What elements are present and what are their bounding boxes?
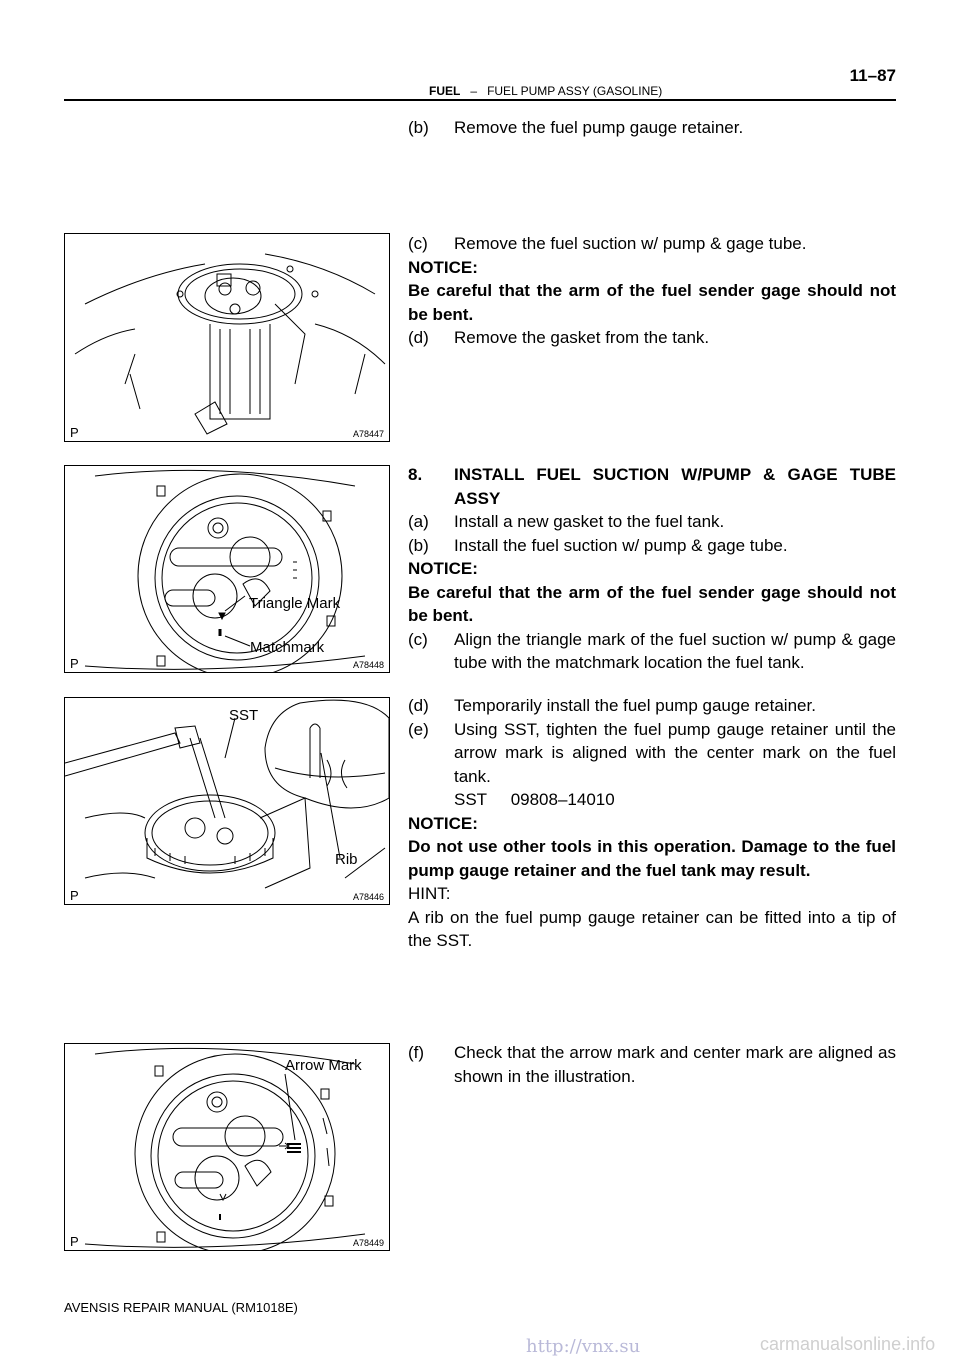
notice-label: NOTICE:	[408, 257, 478, 277]
step-b-remove-retainer	[408, 116, 896, 140]
step-number: (c)	[408, 234, 428, 253]
hint-text: A rib on the fuel pump gauge retainer can be fitted into a tip of the SST.	[408, 907, 896, 950]
step-text: Install a new gasket to the fuel tank.	[454, 512, 725, 531]
step-number: (b)	[408, 535, 429, 555]
figure-code: A78448	[352, 660, 384, 670]
step-number: (e)	[408, 719, 429, 739]
label-rib: Rib	[335, 851, 358, 868]
figure-code: A78446	[352, 892, 384, 902]
fuel-pump-illustration	[65, 234, 389, 441]
section-title: INSTALL FUEL SUCTION W/PUMP & GAGE TUBE ASSY	[454, 465, 896, 508]
step-number: (b)	[408, 118, 429, 137]
figure-triangle-matchmark	[64, 465, 390, 673]
step-text: Install the fuel suction w/ pump & gage tube.	[454, 535, 788, 555]
figure-code: A78447	[352, 429, 384, 439]
step-text: Align the triangle mark of the fuel suction w/ pump & gage tube with the matchmark location the fuel tank.	[454, 629, 896, 672]
header-rule	[64, 99, 896, 101]
step-text: Check that the arrow mark and center mark are aligned as shown in the illustration.	[454, 1043, 896, 1086]
notice-label: NOTICE:	[408, 559, 478, 578]
notice-label: NOTICE:	[408, 813, 478, 833]
sst-illustration	[65, 698, 389, 904]
hint-label: HINT:	[408, 884, 451, 903]
step-f-check	[408, 1041, 896, 1088]
step-text: Temporarily install the fuel pump gauge retainer.	[454, 696, 816, 715]
figure-p-mark: P	[70, 656, 79, 671]
step-number: (a)	[408, 512, 429, 531]
step-number: (f)	[408, 1043, 425, 1062]
step-text: Remove the fuel pump gauge retainer.	[454, 118, 744, 137]
install-steps	[408, 463, 896, 675]
figure-fuel-pump-removal	[64, 233, 390, 442]
tighten-steps	[408, 694, 896, 953]
step-text: Remove the fuel suction w/ pump & gage tube.	[454, 234, 807, 253]
watermark-link[interactable]: http://vnx.su	[526, 1336, 641, 1357]
header-section: FUEL	[429, 84, 461, 98]
step-number: (d)	[408, 328, 429, 347]
label-triangle-mark: Triangle Mark	[249, 595, 341, 612]
figure-p-mark: P	[70, 888, 79, 903]
manual-footer: AVENSIS REPAIR MANUAL (RM1018E)	[64, 1300, 298, 1315]
sst-number: 09808–14010	[510, 790, 615, 809]
figure-code: A78449	[352, 1238, 384, 1248]
label-arrow-mark: Arrow Mark	[285, 1057, 362, 1074]
sst-number-line	[408, 788, 896, 812]
figure-sst-tightening	[64, 697, 390, 905]
notice-text: Do not use other tools in this operation. Damage to the fuel pump gauge retainer and the fuel tank may result.	[408, 837, 896, 880]
notice-text: Be careful that the arm of the fuel sender gage should not be bent.	[408, 582, 896, 625]
label-matchmark: Matchmark	[250, 639, 325, 656]
step-text: Using SST, tighten the fuel pump gauge retainer until the arrow mark is aligned with the center mark on the fuel tank.	[454, 719, 896, 786]
step-number: (d)	[408, 696, 429, 715]
notice-text: Be careful that the arm of the fuel sender gage should not be bent.	[408, 281, 896, 324]
header-separator: –	[470, 84, 478, 98]
running-header	[429, 84, 662, 98]
step-number: (c)	[408, 629, 428, 649]
sst-label: SST	[454, 790, 488, 809]
section-number: 8.	[408, 465, 423, 484]
header-subsection: FUEL PUMP ASSY (GASOLINE)	[487, 84, 663, 98]
figure-p-mark: P	[70, 1234, 79, 1249]
page-number: 11–87	[849, 66, 896, 85]
removal-steps	[408, 232, 896, 350]
watermark-site: carmanualsonline.info	[760, 1334, 936, 1354]
label-sst: SST	[229, 707, 259, 724]
arrow-mark-illustration	[65, 1044, 389, 1250]
figure-arrow-mark	[64, 1043, 390, 1251]
figure-p-mark: P	[70, 425, 79, 440]
matchmark-illustration	[65, 466, 389, 672]
step-text: Remove the gasket from the tank.	[454, 328, 710, 347]
